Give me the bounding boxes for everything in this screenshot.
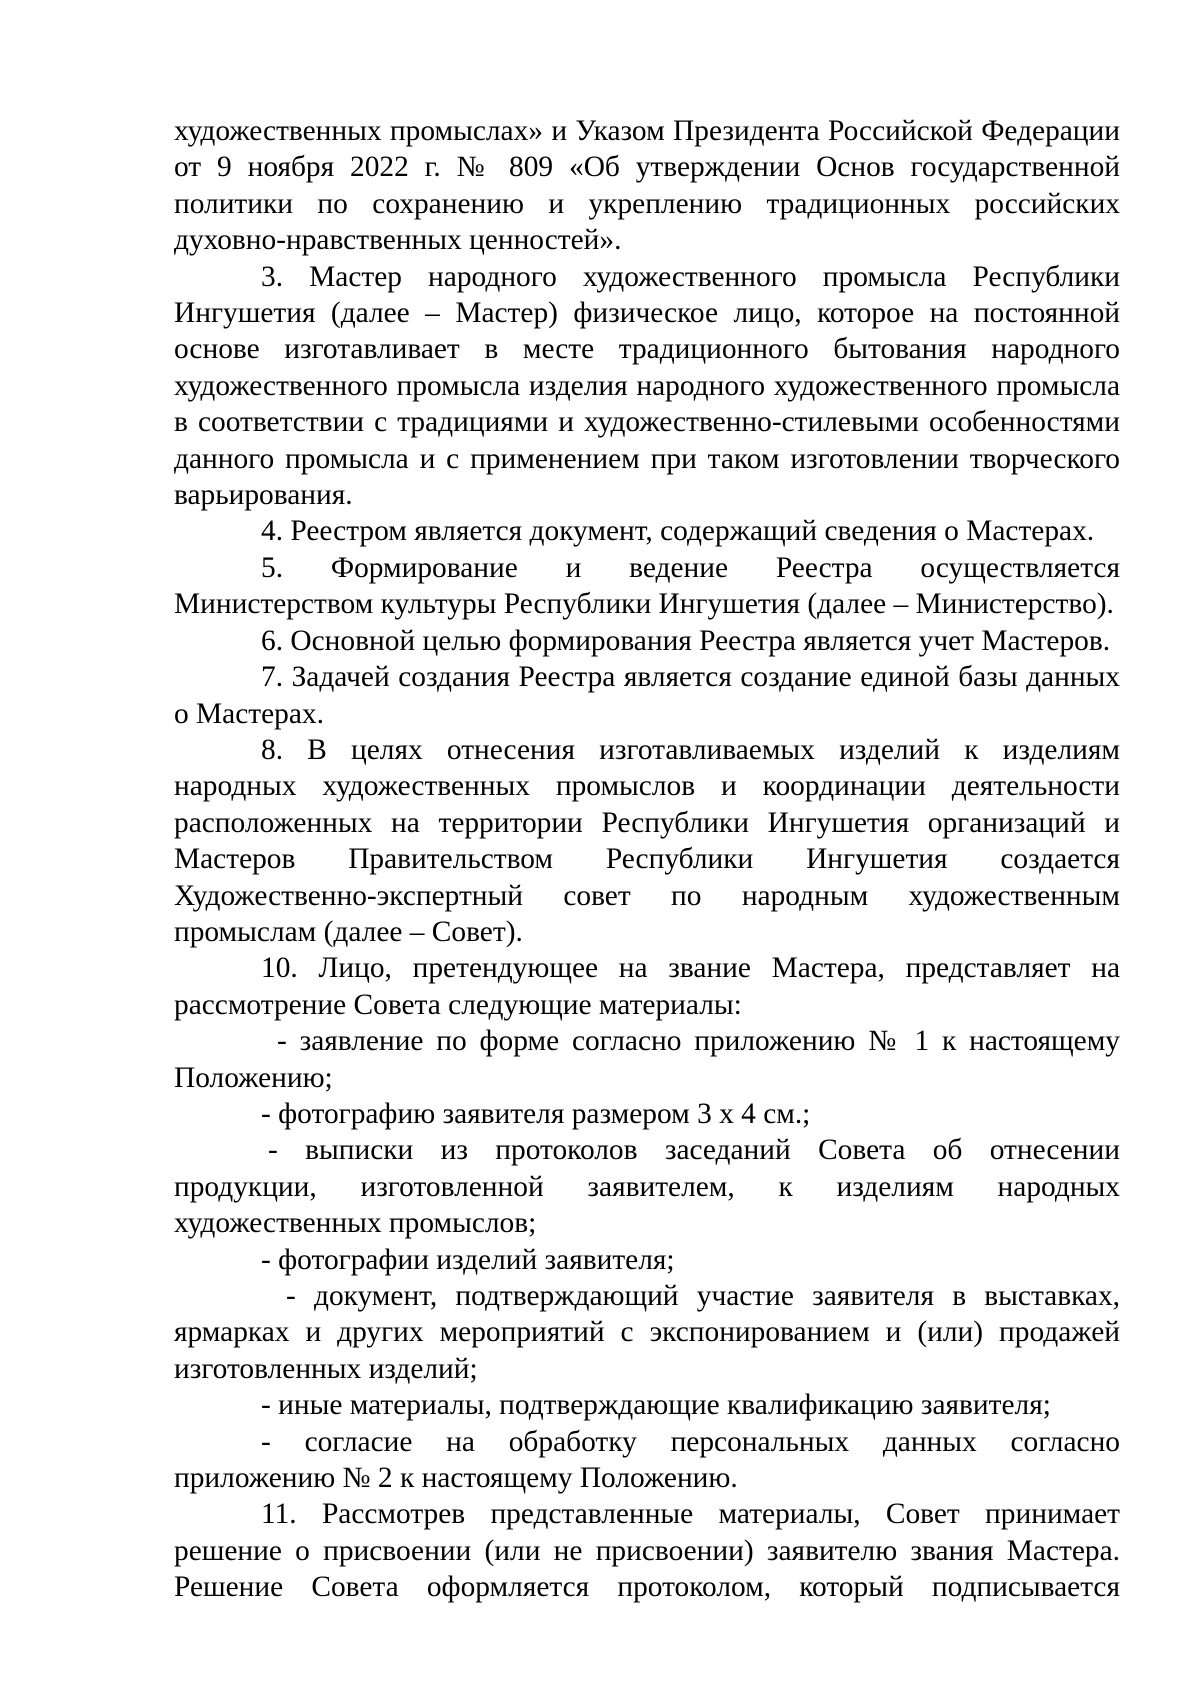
paragraph-3-master-definition: 3. Мастер народного художественного промысла Республики Ингушетия (далее – Мастер) физическое лицо, которое на постоянной основе изготавливает в месте традиционного бытования народного художественного промысла изделия народного художественного промысла в соответствии с традициями и художественно-стилевыми особенностями данного промысла и с применением при таком изготовлении творческого варьирования. [174, 260, 1120, 512]
paragraph-11-decision: 11. Рассмотрев представленные материалы, Совет принимает решение о присвоении (или не присвоении) заявителю звания Мастера. Решение Совета оформляется протоколом, который подписывается [174, 1498, 1120, 1604]
list-item-other-materials: - иные материалы, подтверждающие квалификацию заявителя; [261, 1389, 1051, 1422]
list-item-photo: - фотографию заявителя размером 3 х 4 см.; [261, 1097, 811, 1130]
paragraph-5-ministry: 5. Формирование и ведение Реестра осуществляется Министерством культуры Республики Ингушетия (далее – Министерство). [174, 551, 1120, 621]
paragraph-8-council: 8. В целях отнесения изготавливаемых изделий к изделиям народных художественных промыслов и координации деятельности расположенных на территории Республики Ингушетия организаций и Мастеров Правительством Республики Ингушетия создается Художественно-экспертный совет по народным художественным промыслам (далее – Совет). [174, 733, 1120, 948]
list-item-product-photos: - фотографии изделий заявителя; [261, 1243, 675, 1276]
document-body [174, 113, 1120, 1606]
list-item-application: - заявление по форме согласно приложению № 1 к настоящему Положению; [174, 1025, 1120, 1094]
paragraph-6-goal: 6. Основной целью формирования Реестра является учет Мастеров. [261, 624, 1111, 657]
list-item-exhibitions: - документ, подтверждающий участие заявителя в выставках, ярмарках и других мероприятий с экспонированием и (или) продажей изготовленных изделий; [174, 1280, 1120, 1385]
list-item-extracts: - выписки из протоколов заседаний Совета об отнесении продукции, изготовленной заявителем, к изделиям народных художественных промыслов; [174, 1134, 1120, 1240]
paragraph-4-registry: 4. Реестром является документ, содержащий сведения о Мастерах. [261, 515, 1095, 548]
list-item-consent: - согласие на обработку персональных данных согласно приложению № 2 к настоящему Положению. [174, 1425, 1120, 1495]
paragraph-10-materials: 10. Лицо, претендующее на звание Мастера, представляет на рассмотрение Совета следующие материалы: [174, 952, 1120, 1021]
paragraph-7-task: 7. Задачей создания Реестра является создание единой базы данных о Мастерах. [174, 661, 1120, 730]
paragraph-intro-continuation: художественных промыслах» и Указом Президента Российской Федерации от 9 ноября 2022 г. № 809 «Об утверждении Основ государственной политики по сохранению и укреплению традиционных российских духовно-нравственных ценностей». [174, 115, 1120, 257]
